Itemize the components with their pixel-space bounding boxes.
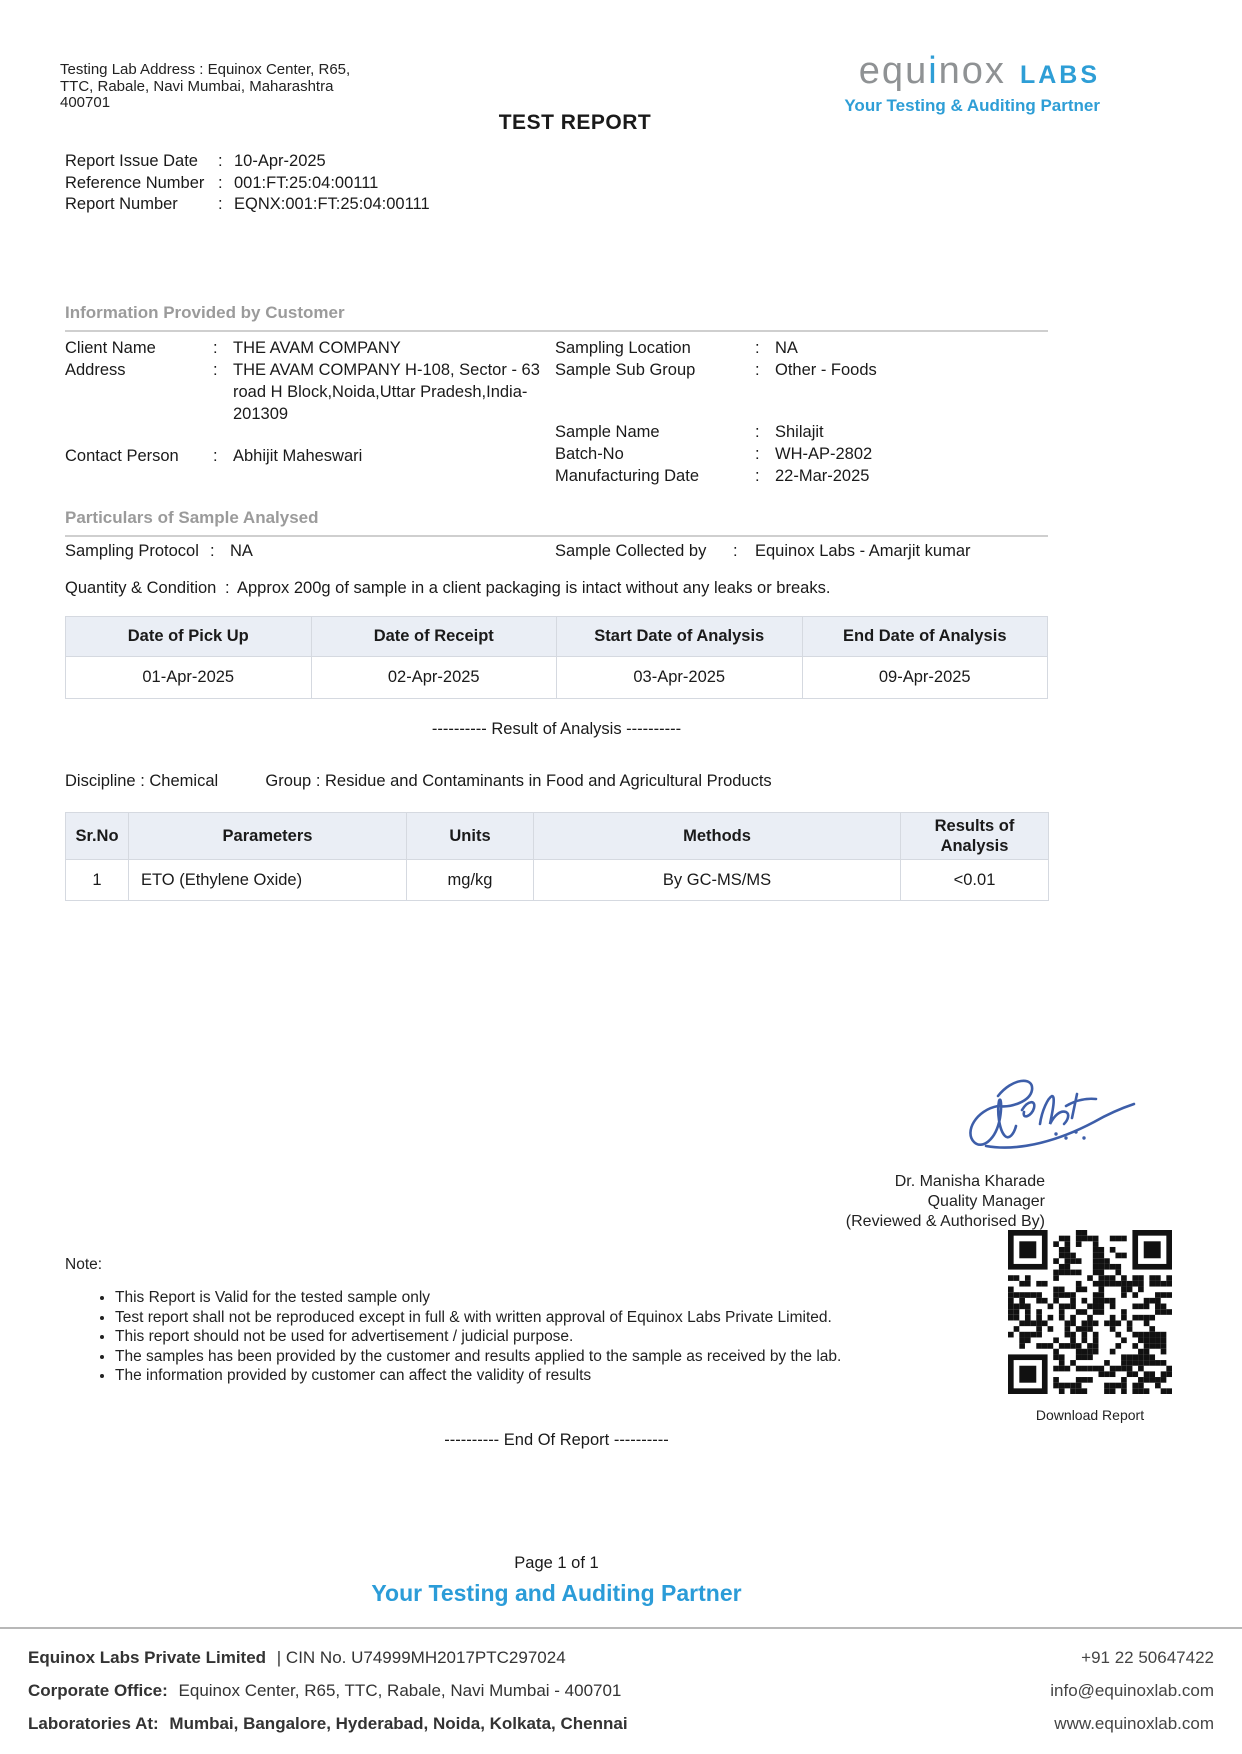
unit-cell: mg/kg xyxy=(407,860,534,901)
logo-wordmark: equinox xyxy=(858,50,1006,92)
colon-separator: : xyxy=(225,579,230,597)
discipline-value: Chemical xyxy=(149,772,219,790)
colon-separator: : xyxy=(755,445,760,463)
client-name-row xyxy=(65,337,550,359)
field-value: Equinox Labs - Amarjit kumar xyxy=(755,542,971,560)
colon-separator: : xyxy=(140,772,145,790)
results-header-cell: Parameters xyxy=(129,813,407,860)
qr-caption: Download Report xyxy=(1035,1407,1145,1423)
field-label: Sample Sub Group xyxy=(555,361,696,379)
report-meta-row xyxy=(65,194,430,216)
note-item: • Test report shall not be reproduced except in full & with written approval of Equinox Labs Private Limited. xyxy=(115,1308,865,1328)
quantity-condition-row xyxy=(65,579,1048,598)
note-item: • The samples has been provided by the customer and results applied to the sample as received by the lab. xyxy=(115,1347,865,1367)
field-value: Abhijit Maheswari xyxy=(233,447,363,465)
colon-separator: : xyxy=(218,173,223,192)
colon-separator: : xyxy=(315,772,321,790)
notes-title: Note: xyxy=(65,1256,103,1273)
footer-website: www.equinoxlab.com xyxy=(1054,1714,1214,1733)
dates-value-cell: 02-Apr-2025 xyxy=(311,657,557,699)
customer-info-left-column xyxy=(65,337,550,467)
qr-code-icon xyxy=(1008,1230,1172,1394)
colon-separator: : xyxy=(218,152,223,170)
lab-address xyxy=(60,62,390,112)
field-value: NA xyxy=(230,542,253,560)
sr-no-cell: 1 xyxy=(66,860,129,901)
section-particulars xyxy=(65,508,1048,537)
field-value: WH-AP-2802 xyxy=(775,445,873,463)
report-meta xyxy=(65,151,430,216)
batch-no-row xyxy=(555,443,1048,465)
discipline-label: Discipline xyxy=(65,772,136,790)
section-title: Particulars of Sample Analysed xyxy=(65,508,1048,537)
sample-sub-group-row xyxy=(555,359,1048,381)
field-value: Other - Foods xyxy=(775,361,877,379)
colon-separator: : xyxy=(755,423,760,441)
field-value: NA xyxy=(775,339,798,357)
field-label: Address xyxy=(65,361,126,379)
colon-separator: : xyxy=(755,467,760,485)
field-label: Sample Collected by xyxy=(555,542,707,560)
colon-separator: : xyxy=(755,361,760,379)
field-value: THE AVAM COMPANY H-108, Sector - 63 road H Block,Noida,Uttar Pradesh,India-201309 xyxy=(233,361,540,423)
notes-list xyxy=(65,1288,865,1386)
footer-email: info@equinoxlab.com xyxy=(1050,1681,1214,1700)
field-label: Batch-No xyxy=(555,445,624,463)
colon-separator: : xyxy=(755,339,760,357)
dates-value-cell: 01-Apr-2025 xyxy=(66,657,312,699)
lab-address-line: Testing Lab Address : Equinox Center, R65, xyxy=(60,61,351,78)
field-label: Reference Number xyxy=(65,173,205,192)
notes-block xyxy=(65,1256,865,1386)
colon-separator: : xyxy=(733,542,738,560)
logo-tagline: Your Testing & Auditing Partner xyxy=(844,96,1100,115)
signatory-block xyxy=(820,1172,1045,1232)
dates-header-cell: Date of Pick Up xyxy=(66,617,312,657)
field-label: Quantity & Condition xyxy=(65,579,217,597)
result-of-analysis-divider: ---------- Result of Analysis ---------- xyxy=(431,720,682,738)
field-label: Sample Name xyxy=(555,423,660,441)
field-value: 22-Mar-2025 xyxy=(775,467,870,485)
dates-value-cell: 03-Apr-2025 xyxy=(557,657,803,699)
results-header-cell: Sr.No xyxy=(66,813,129,860)
field-label: Client Name xyxy=(65,339,156,357)
note-item: • This Report is Valid for the tested sample only xyxy=(115,1288,865,1308)
dates-header-cell: Start Date of Analysis xyxy=(557,617,803,657)
dates-header-cell: End Date of Analysis xyxy=(802,617,1048,657)
lab-address-line: 400701 xyxy=(60,94,111,111)
results-header-cell: Methods xyxy=(534,813,901,860)
sampling-protocol-row xyxy=(65,542,550,561)
field-label: Contact Person xyxy=(65,447,179,465)
field-value: THE AVAM COMPANY xyxy=(233,339,401,357)
results-header-cell: Units xyxy=(407,813,534,860)
result-cell: <0.01 xyxy=(901,860,1049,901)
results-data-row xyxy=(66,860,1049,901)
footer-block xyxy=(28,1648,1214,1747)
lab-address-line: TTC, Rabale, Navi Mumbai, Maharashtra xyxy=(60,77,334,95)
labs-label: Laboratories At: xyxy=(28,1714,159,1733)
footer-tagline: Your Testing and Auditing Partner xyxy=(371,1580,742,1606)
analysis-dates-table xyxy=(65,616,1048,699)
footer-office-row xyxy=(28,1681,1214,1701)
company-name: Equinox Labs Private Limited xyxy=(28,1648,267,1667)
field-value: 10-Apr-2025 xyxy=(234,152,326,170)
office-label: Corporate Office: xyxy=(28,1681,168,1700)
equinox-labs-logo xyxy=(844,50,1100,116)
group-value: Residue and Contaminants in Food and Agricultural Products xyxy=(325,772,772,790)
company-cin: | CIN No. U74999MH2017PTC297024 xyxy=(276,1648,566,1667)
signatory-authorisation: (Reviewed & Authorised By) xyxy=(845,1213,1045,1230)
dates-header-cell: Date of Receipt xyxy=(311,617,557,657)
method-cell: By GC-MS/MS xyxy=(534,860,901,901)
dates-value-cell: 09-Apr-2025 xyxy=(802,657,1048,699)
office-address: Equinox Center, R65, TTC, Rabale, Navi Mumbai - 400701 xyxy=(178,1681,622,1700)
labs-cities: Mumbai, Bangalore, Hyderabad, Noida, Kolkata, Chennai xyxy=(169,1714,628,1733)
report-meta-row xyxy=(65,173,430,195)
footer-labs-row xyxy=(28,1714,1214,1734)
results-header-row xyxy=(66,813,1049,860)
note-item: • This report should not be used for advertisement / judicial purpose. xyxy=(115,1327,865,1347)
section-customer-info xyxy=(65,303,1048,332)
field-label: Report Number xyxy=(65,195,178,213)
footer-phone: +91 22 50647422 xyxy=(1081,1648,1214,1667)
field-value: Shilajit xyxy=(775,423,824,441)
results-table xyxy=(65,812,1049,901)
field-label: Manufacturing Date xyxy=(555,467,699,485)
report-meta-row xyxy=(65,151,430,173)
download-report-qr[interactable] xyxy=(1008,1230,1172,1423)
signatory-role: Quality Manager xyxy=(927,1193,1045,1210)
group-label: Group xyxy=(265,772,312,790)
page-title: TEST REPORT xyxy=(498,111,652,134)
discipline-group-line xyxy=(65,772,1048,791)
colon-separator: : xyxy=(213,447,218,465)
logo-i-accent: i xyxy=(928,50,939,92)
field-label: Report Issue Date xyxy=(65,152,198,170)
sample-name-row xyxy=(555,421,1048,443)
logo-labs-text: LABS xyxy=(1019,61,1100,89)
dates-header-row xyxy=(66,617,1048,657)
dates-value-row xyxy=(66,657,1048,699)
manufacturing-date-row xyxy=(555,465,1048,487)
field-label: Sampling Protocol xyxy=(65,542,199,560)
customer-info-right-column xyxy=(555,337,1048,487)
colon-separator: : xyxy=(210,542,215,560)
footer-company-row xyxy=(28,1648,1214,1668)
colon-separator: : xyxy=(213,361,218,379)
sample-collected-row xyxy=(555,542,1048,561)
note-item: • The information provided by customer can affect the validity of results xyxy=(115,1366,865,1386)
signature-image xyxy=(960,1066,1140,1161)
results-header-cell: Results of Analysis xyxy=(901,813,1049,860)
colon-separator: : xyxy=(213,339,218,357)
section-title: Information Provided by Customer xyxy=(65,303,1048,332)
end-of-report-divider: ---------- End Of Report ---------- xyxy=(444,1431,669,1449)
parameter-cell: ETO (Ethylene Oxide) xyxy=(129,860,407,901)
sampling-location-row xyxy=(555,337,1048,359)
colon-separator: : xyxy=(218,195,223,213)
signatory-name: Dr. Manisha Kharade xyxy=(894,1173,1045,1190)
field-value: EQNX:001:FT:25:04:00111 xyxy=(234,195,430,213)
footer-divider xyxy=(0,1627,1242,1629)
field-value: Approx 200g of sample in a client packaging is intact without any leaks or breaks. xyxy=(237,579,831,597)
page-number: Page 1 of 1 xyxy=(514,1554,599,1572)
field-label: Sampling Location xyxy=(555,339,691,357)
field-value: 001:FT:25:04:00111 xyxy=(234,173,379,192)
contact-person-row xyxy=(65,445,550,467)
address-row xyxy=(65,359,550,425)
